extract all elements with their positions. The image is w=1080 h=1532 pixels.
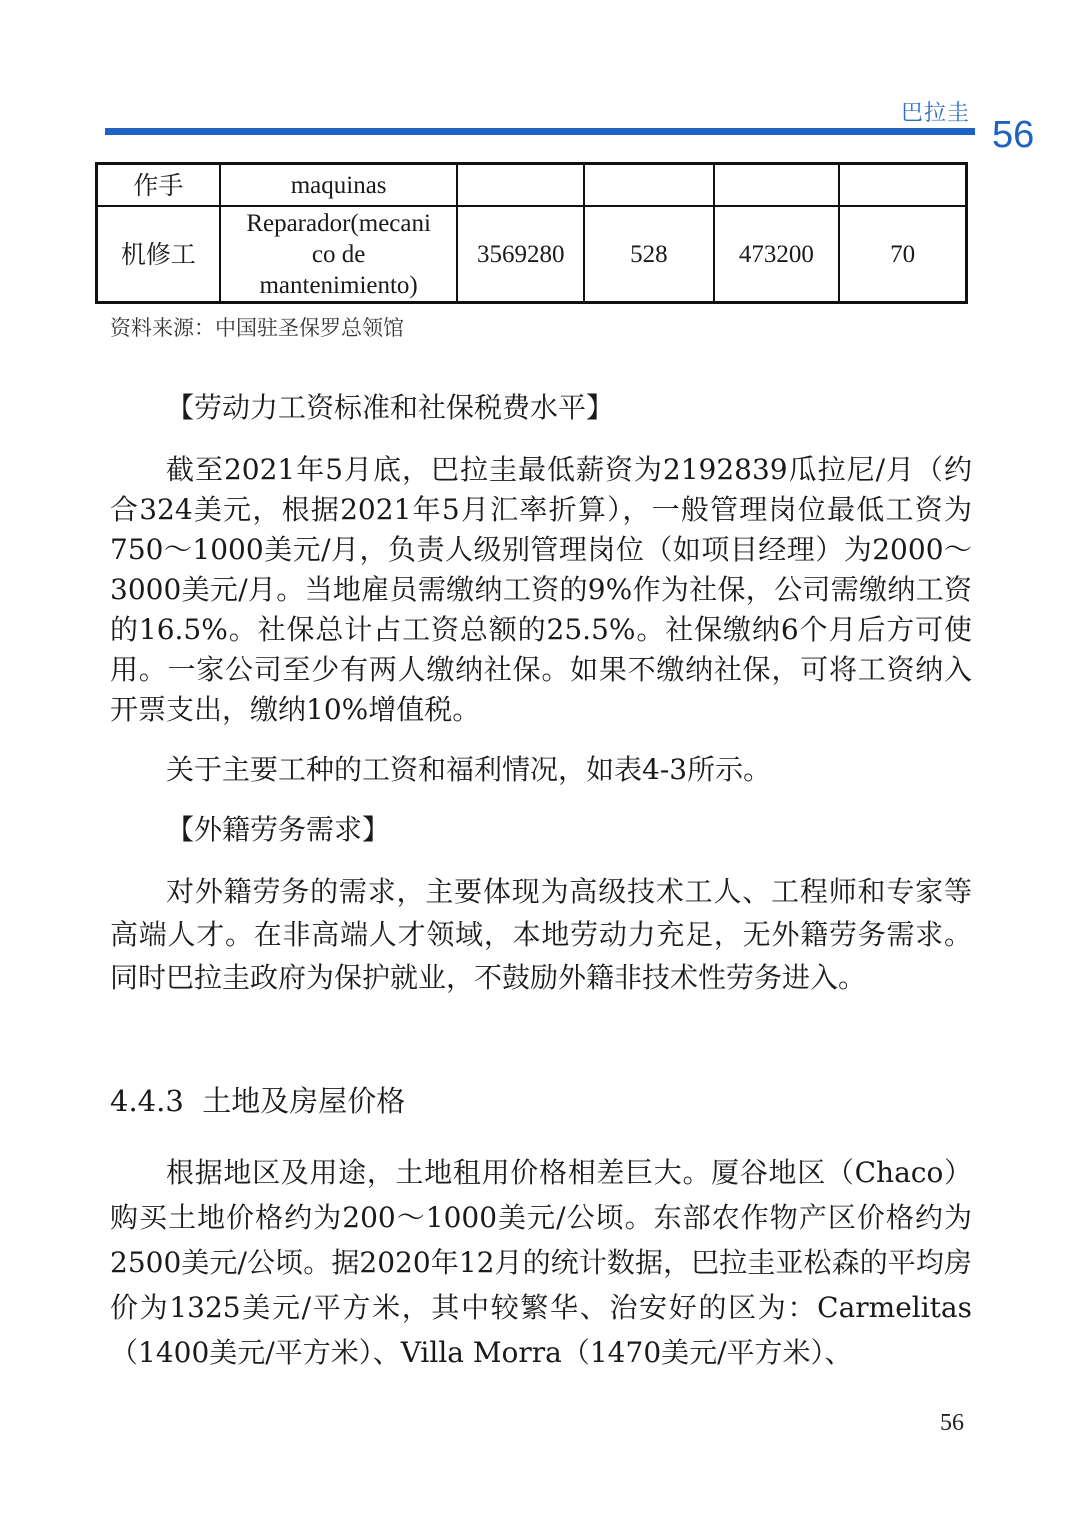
labor-heading: 【劳动力工资标准和社保税费水平】 [166,391,615,424]
foreign-labor-heading: 【外籍劳务需求】 [166,813,391,846]
table-source-note: 资料来源：中国驻圣保罗总领馆 [110,316,404,340]
labor-reference: 关于主要工种的工资和福利情况，如表4-3所示。 [166,753,772,786]
table-cell-spanish-job [220,206,458,303]
header-title: 巴拉圭 [900,101,970,126]
spanish-job-line: co de [311,240,366,268]
table-cell [457,164,584,207]
table-row [97,206,967,303]
spanish-job-line: Reparador(mecani [246,209,431,237]
table-row [97,164,967,207]
header-page-number: 56 [992,114,1035,156]
land-paragraph: 根据地区及用途，土地租用价格相差巨大。厦谷地区（Chaco）购买土地价格约为200～1000美元/公顷。东部农作物产区价格约为2500美元/公顷。据2020年12月的统计数据，巴拉圭亚松森的平均房价为1325美元/平方米，其中较繁华、治安好的区为：Carmelitas（1400美元/平方米）、Villa Morra（1470美元/平方米）、 [110,1156,972,1369]
labor-paragraph: 截至2021年5月底，巴拉圭最低薪资为2192839瓜拉尼/月（约合324美元，根据2021年5月汇率折算），一般管理岗位最低工资为750～1000美元/月，负责人级别管理岗位（如项目经理）为2000～3000美元/月。当地雇员需缴纳工资的9%作为社保，公司需缴纳工资的16.5%。社保总计占工资总额的25.5%。社保缴纳6个月后方可使用。一家公司至少有两人缴纳社保。如果不缴纳社保，可将工资纳入开票支出，缴纳10%增值税。 [110,453,972,726]
table-cell [714,164,840,207]
foreign-labor-paragraph: 对外籍劳务的需求，主要体现为高级技术工人、工程师和专家等高端人才。在非高端人才领域，本地劳动力充足，无外籍劳务需求。同时巴拉圭政府为保护就业，不鼓励外籍非技术性劳务进入。 [110,875,972,994]
header-rule [105,128,975,135]
labor-section [110,388,972,999]
table-cell-chinese-job: 作手 [97,164,220,207]
table-cell-chinese-job: 机修工 [97,206,220,303]
table-cell: 528 [584,206,713,303]
table-cell [839,164,966,207]
spanish-job-line: mantenimiento) [259,271,418,299]
footer-page-number: 56 [940,1410,964,1436]
table-cell: 3569280 [457,206,584,303]
wage-table [95,162,968,304]
table-cell-spanish-job: maquinas [220,164,458,207]
table-cell: 70 [839,206,966,303]
table-cell: 473200 [714,206,840,303]
land-section [110,1150,972,1375]
land-section-heading: 4.4.3 土地及房屋价格 [110,1084,406,1118]
table-cell [584,164,713,207]
